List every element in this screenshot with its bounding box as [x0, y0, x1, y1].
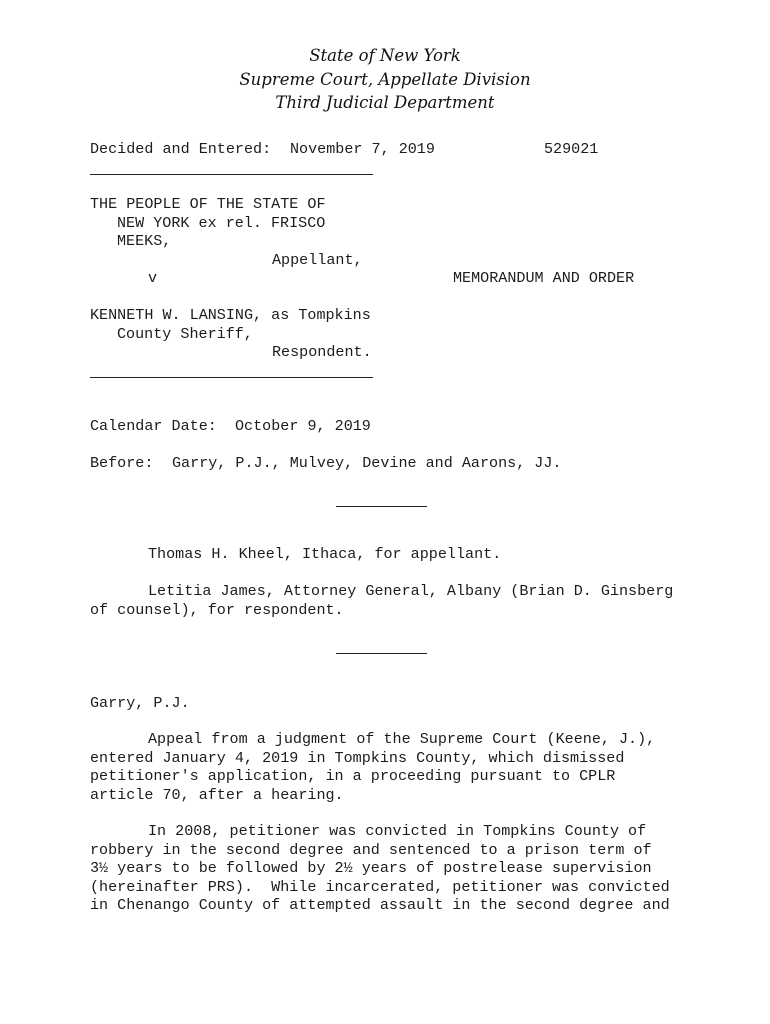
panel-judges: Garry, P.J., Mulvey, Devine and Aarons, JJ.: [172, 454, 562, 472]
order-title: MEMORANDUM AND ORDER: [453, 269, 635, 287]
paragraph-1-line: Appeal from a judgment of the Supreme Court (Keene, J.),: [148, 730, 656, 748]
respondent-counsel-line-2: of counsel), for respondent.: [90, 600, 344, 619]
petitioner-line-1: THE PEOPLE OF THE STATE OF: [90, 195, 326, 213]
opinion-author: Garry, P.J.: [90, 694, 190, 712]
versus: v: [148, 269, 158, 287]
calendar-date: October 9, 2019: [235, 417, 371, 435]
paragraph-2-line: 3½ years to be followed by 2½ years of postrelease supervision: [90, 859, 652, 877]
appellant-counsel: Thomas H. Kheel, Ithaca, for appellant.: [148, 545, 502, 563]
section-divider-2: [336, 653, 427, 654]
paragraph-1-line: petitioner's application, in a proceeding pursuant to CPLR: [90, 767, 616, 785]
calendar-date-label: Calendar Date:: [90, 417, 217, 435]
decided-date: November 7, 2019: [290, 140, 435, 158]
respondent-line-2: County Sheriff,: [117, 324, 253, 343]
court-department: Third Judicial Department: [275, 93, 495, 112]
caption-top-rule: [90, 174, 373, 175]
petitioner-line-3: MEEKS,: [117, 232, 172, 250]
section-divider-1: [336, 506, 427, 507]
court-state: State of New York: [309, 46, 461, 65]
paragraph-2-line: In 2008, petitioner was convicted in Tompkins County of: [148, 822, 647, 840]
paragraph-1-line: entered January 4, 2019 in Tompkins County, which dismissed: [90, 748, 625, 767]
petitioner-line-2: NEW YORK ex rel. FRISCO: [117, 213, 326, 232]
respondent-counsel-line-1: Letitia James, Attorney General, Albany (Brian D. Ginsberg: [148, 582, 674, 600]
paragraph-2-line: robbery in the second degree and sentenced to a prison term of: [90, 840, 652, 859]
docket-number: 529021: [544, 140, 599, 158]
decided-label: Decided and Entered:: [90, 140, 272, 158]
paragraph-2-line: in Chenango County of attempted assault in the second degree and: [90, 896, 670, 914]
paragraph-1-line: article 70, after a hearing.: [90, 785, 344, 804]
paragraph-2-line: (hereinafter PRS). While incarcerated, petitioner was convicted: [90, 877, 670, 896]
appellant-role: Appellant,: [272, 250, 363, 269]
court-header: [0, 44, 770, 115]
respondent-role: Respondent.: [272, 343, 372, 361]
caption-bottom-rule: [90, 377, 373, 378]
respondent-line-1: KENNETH W. LANSING, as Tompkins: [90, 306, 371, 324]
before-label: Before:: [90, 454, 154, 472]
court-name: Supreme Court, Appellate Division: [239, 69, 531, 89]
